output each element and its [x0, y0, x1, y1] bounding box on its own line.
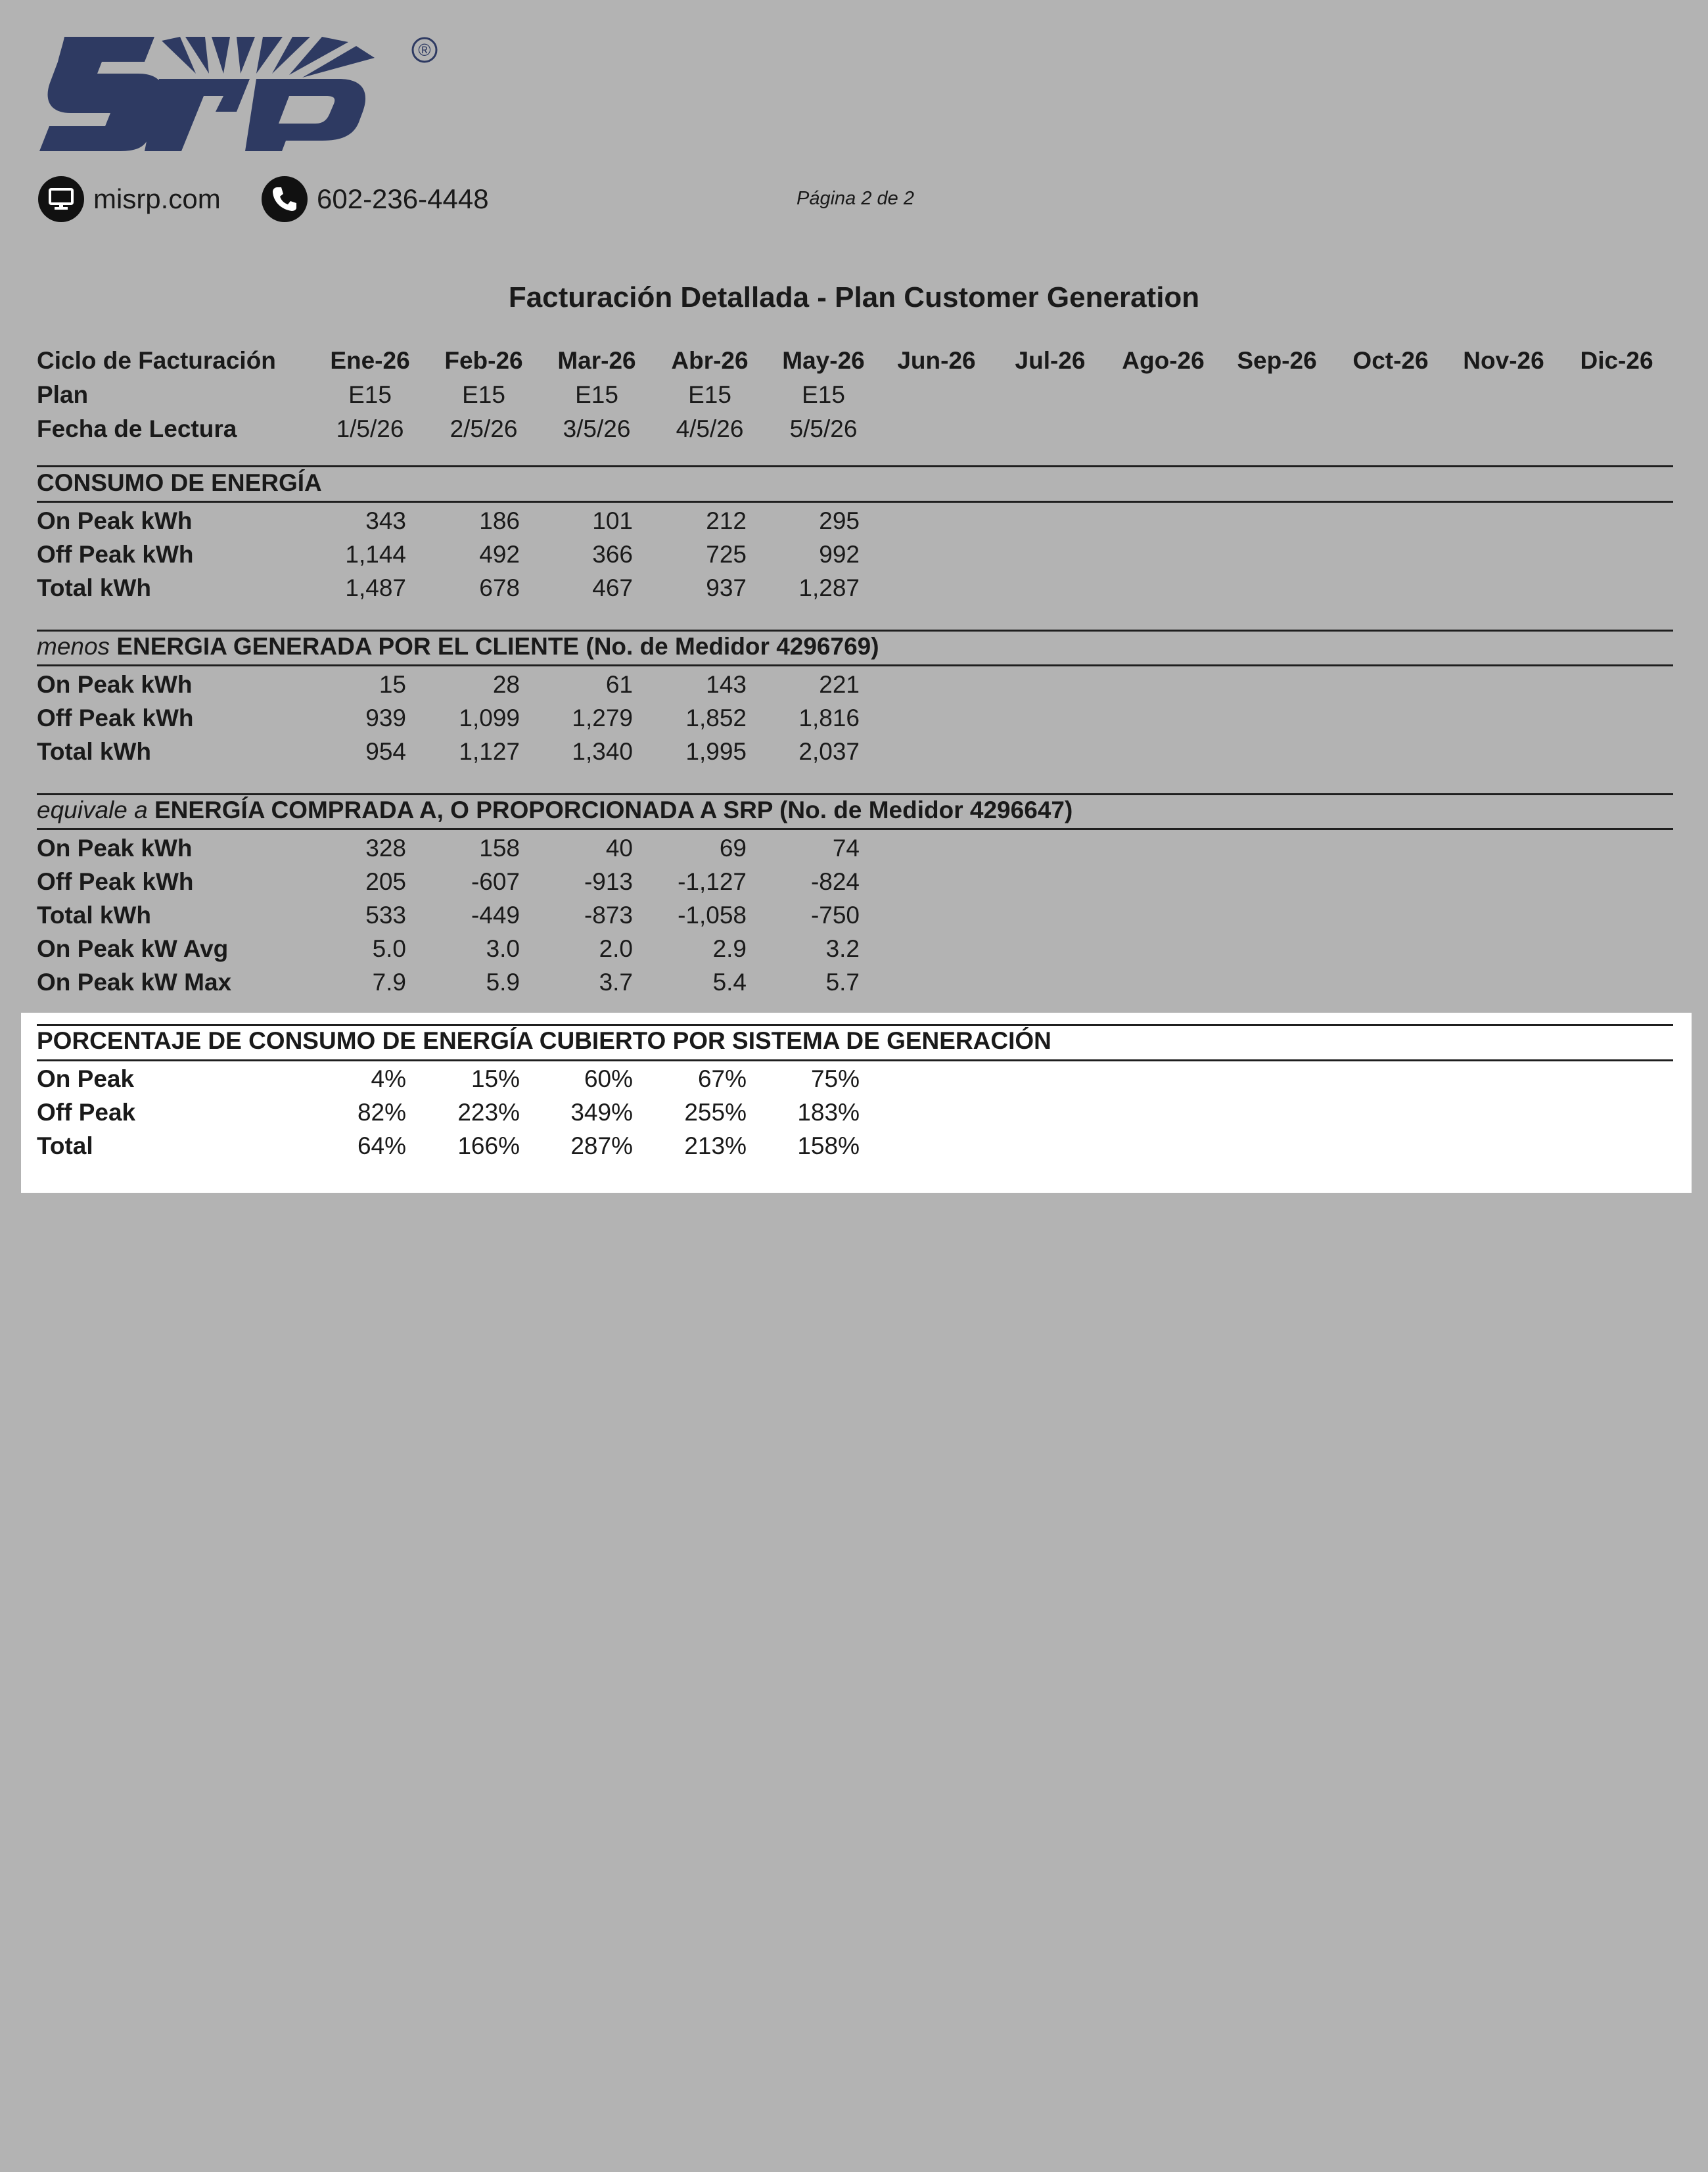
divider — [37, 501, 1673, 503]
cell: 492 — [479, 541, 520, 568]
cell: 5.7 — [825, 969, 860, 996]
cell: 2.9 — [712, 935, 747, 962]
cell: -873 — [584, 902, 633, 929]
cell: 205 — [365, 868, 406, 895]
cell: 954 — [365, 738, 406, 765]
cell: 3.2 — [825, 935, 860, 962]
read-date: 1/5/26 — [336, 415, 404, 442]
table-row — [0, 1065, 1708, 1098]
table-row — [0, 705, 1708, 737]
cell: 64% — [357, 1132, 406, 1159]
table-row — [0, 671, 1708, 704]
website-contact[interactable] — [38, 175, 221, 223]
row-label: On Peak — [37, 1065, 135, 1092]
cell: 213% — [684, 1132, 747, 1159]
cell: 28 — [492, 671, 520, 698]
cell: -750 — [810, 902, 860, 929]
cell: 4% — [371, 1065, 406, 1092]
month-header: May-26 — [782, 347, 865, 374]
cell: 223% — [457, 1099, 520, 1126]
month-header: Ene-26 — [330, 347, 410, 374]
row-label: Off Peak kWh — [37, 868, 194, 895]
cell: 82% — [357, 1099, 406, 1126]
month-header: Jun-26 — [897, 347, 976, 374]
read-date-row — [0, 415, 1708, 448]
cell: 74 — [832, 835, 860, 862]
divider — [37, 1024, 1673, 1026]
cell: 3.0 — [486, 935, 520, 962]
row-label: Total kWh — [37, 738, 152, 765]
table-row — [0, 507, 1708, 540]
cell: 1,852 — [685, 705, 747, 731]
table-row — [0, 868, 1708, 901]
read-date: 4/5/26 — [676, 415, 744, 442]
cell: 1,279 — [572, 705, 633, 731]
cell: 1,340 — [572, 738, 633, 765]
plan-value: E15 — [802, 381, 845, 408]
cell: 69 — [719, 835, 747, 862]
cell: 1,816 — [798, 705, 860, 731]
cell: 328 — [365, 835, 406, 862]
table-row — [0, 1132, 1708, 1165]
cell: 725 — [706, 541, 747, 568]
section-title: PORCENTAJE DE CONSUMO DE ENERGÍA CUBIERTO POR SISTEMA DE GENERACIÓN — [37, 1027, 1051, 1054]
cell: 143 — [706, 671, 747, 698]
table-row — [0, 902, 1708, 935]
row-label: Plan — [37, 381, 89, 408]
read-date: 5/5/26 — [789, 415, 858, 442]
month-header: Mar-26 — [557, 347, 636, 374]
cell: 2.0 — [599, 935, 633, 962]
row-label: Off Peak — [37, 1099, 136, 1126]
cell: 343 — [365, 507, 406, 534]
page-title: Facturación Detallada - Plan Customer Generation — [508, 281, 1200, 313]
table-row — [0, 1099, 1708, 1132]
month-header: Jul-26 — [1015, 347, 1086, 374]
cell: 15% — [471, 1065, 520, 1092]
divider — [37, 793, 1673, 795]
cell: -824 — [810, 868, 860, 895]
month-header: Sep-26 — [1237, 347, 1317, 374]
section-title: CONSUMO DE ENERGÍA — [37, 469, 322, 496]
row-label: Total — [37, 1132, 93, 1159]
row-label: On Peak kW Max — [37, 969, 232, 996]
month-header: Ago-26 — [1122, 347, 1205, 374]
divider — [37, 664, 1673, 666]
cell: 15 — [379, 671, 406, 698]
month-header: Feb-26 — [444, 347, 523, 374]
row-label: On Peak kWh — [37, 671, 193, 698]
cell: 7.9 — [372, 969, 406, 996]
cell: 678 — [479, 574, 520, 601]
divider — [37, 1059, 1673, 1061]
row-label: On Peak kW Avg — [37, 935, 229, 962]
section-title: menos ENERGIA GENERADA POR EL CLIENTE (No. de Medidor 4296769) — [37, 633, 879, 660]
plan-value: E15 — [462, 381, 505, 408]
cell: -1,127 — [678, 868, 747, 895]
cell: 1,127 — [459, 738, 520, 765]
row-label: Total kWh — [37, 902, 152, 929]
cell: -449 — [471, 902, 520, 929]
cell: 295 — [819, 507, 860, 534]
plan-value: E15 — [688, 381, 731, 408]
row-label: Off Peak kWh — [37, 705, 194, 731]
cell: 533 — [365, 902, 406, 929]
cell: -913 — [584, 868, 633, 895]
month-header: Abr-26 — [671, 347, 749, 374]
page-number: Página 2 de 2 — [796, 188, 914, 209]
row-label: Fecha de Lectura — [37, 415, 237, 442]
plan-value: E15 — [348, 381, 392, 408]
cell: 221 — [819, 671, 860, 698]
cell: -607 — [471, 868, 520, 895]
cell: 5.4 — [712, 969, 747, 996]
row-label: On Peak kWh — [37, 507, 193, 534]
cell: 939 — [365, 705, 406, 731]
cell: 366 — [592, 541, 633, 568]
phone-contact[interactable] — [262, 175, 489, 223]
table-row — [0, 969, 1708, 1002]
cell: 60% — [584, 1065, 633, 1092]
cell: 937 — [706, 574, 747, 601]
cell: 1,099 — [459, 705, 520, 731]
table-row — [0, 541, 1708, 574]
cell: 467 — [592, 574, 633, 601]
cell: 1,287 — [798, 574, 860, 601]
table-row — [0, 935, 1708, 968]
cell: 287% — [570, 1132, 633, 1159]
table-row — [0, 574, 1708, 607]
cell: 255% — [684, 1099, 747, 1126]
cell: 186 — [479, 507, 520, 534]
cell: 5.9 — [486, 969, 520, 996]
cell: 992 — [819, 541, 860, 568]
row-label: On Peak kWh — [37, 835, 193, 862]
cell: 40 — [605, 835, 633, 862]
cell: 1,144 — [345, 541, 406, 568]
cell: 158 — [479, 835, 520, 862]
billing-cycle-row — [0, 347, 1708, 380]
cell: 67% — [697, 1065, 747, 1092]
cell: 166% — [457, 1132, 520, 1159]
section-title: equivale a ENERGÍA COMPRADA A, O PROPORCIONADA A SRP (No. de Medidor 4296647) — [37, 797, 1073, 823]
phone-number[interactable]: 602-236-4448 — [317, 183, 489, 214]
cell: 2,037 — [798, 738, 860, 765]
svg-text:®: ® — [418, 40, 431, 60]
cell: 1,487 — [345, 574, 406, 601]
cell: 61 — [605, 671, 633, 698]
table-row — [0, 738, 1708, 771]
cell: 349% — [570, 1099, 633, 1126]
cell: 212 — [706, 507, 747, 534]
plan-value: E15 — [575, 381, 618, 408]
cell: 3.7 — [599, 969, 633, 996]
divider — [37, 630, 1673, 632]
month-header: Nov-26 — [1463, 347, 1544, 374]
cell: 5.0 — [372, 935, 406, 962]
cell: 183% — [797, 1099, 860, 1126]
cell: 75% — [810, 1065, 860, 1092]
cell: 101 — [592, 507, 633, 534]
month-header: Dic-26 — [1580, 347, 1653, 374]
table-row — [0, 835, 1708, 867]
month-header: Oct-26 — [1352, 347, 1429, 374]
row-label: Total kWh — [37, 574, 152, 601]
cell: -1,058 — [678, 902, 747, 929]
read-date: 2/5/26 — [450, 415, 518, 442]
phone-icon — [262, 176, 308, 222]
cell: 1,995 — [685, 738, 747, 765]
row-label: Off Peak kWh — [37, 541, 194, 568]
divider — [37, 828, 1673, 830]
read-date: 3/5/26 — [563, 415, 631, 442]
monitor-icon — [38, 176, 84, 222]
row-label: Ciclo de Facturación — [37, 347, 276, 374]
srp-logo — [39, 32, 447, 156]
plan-row — [0, 381, 1708, 414]
website-link[interactable]: misrp.com — [93, 183, 221, 214]
divider — [37, 465, 1673, 467]
cell: 158% — [797, 1132, 860, 1159]
